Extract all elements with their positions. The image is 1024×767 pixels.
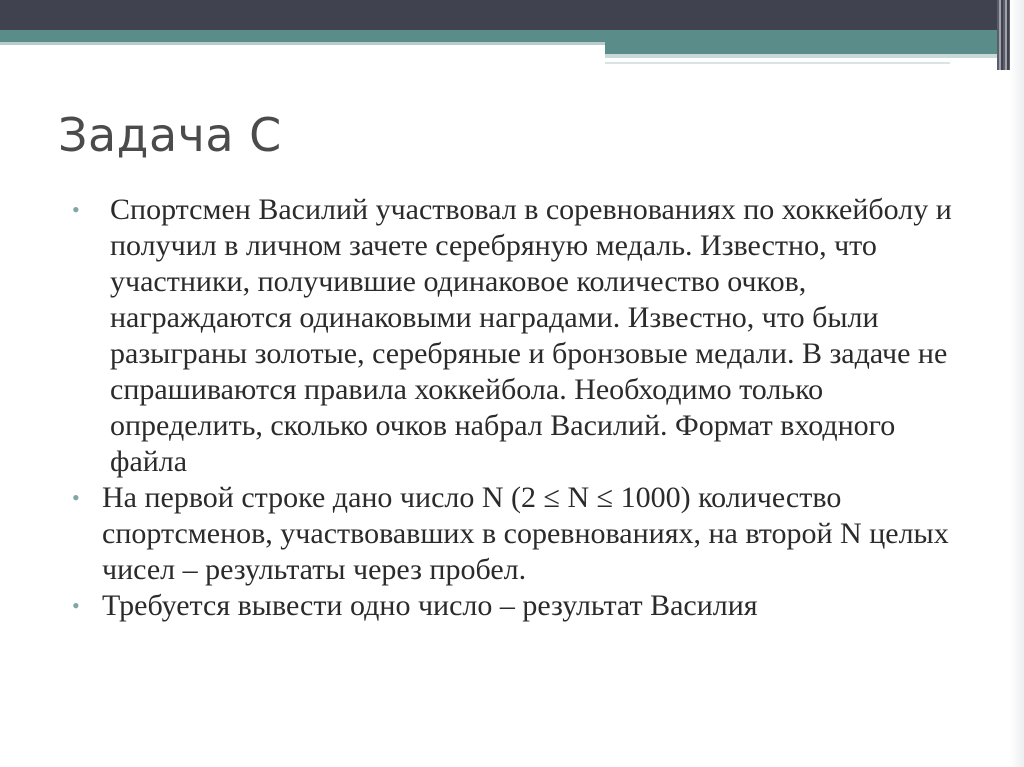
header-thin-line-right (605, 62, 950, 64)
slide-body (72, 192, 972, 624)
bullet-text: На первой строке дано число N (2 ≤ N ≤ 1000) количество спортсменов, участвовавших в соревнованиях, на второй N целых чисел – результаты через пробел. (102, 481, 949, 586)
header-teal-band (0, 30, 605, 42)
bullet-item-output-format (72, 588, 972, 624)
slide-header-decoration (0, 0, 1024, 70)
slide-title: Задача C (58, 108, 282, 162)
bullet-list (72, 192, 972, 624)
bullet-dot-icon: • (72, 485, 80, 510)
bullet-item-problem-statement (72, 192, 972, 480)
bullet-text: Спортсмен Василий участвовал в соревнованиях по хоккейболу и получил в личном зачете серебряную медаль. Известно, что участники, получившие одинаковое количество очков, награждаются одинаковыми наградами. Известно, что были разыграны золотые, серебряные и бронзовые медали. В задаче не спрашиваются правила хоккейбола. Необходимо только определить, сколько очков набрал Василий. Формат входного файла (110, 193, 952, 478)
bullet-dot-icon: • (72, 593, 80, 618)
bullet-dot-icon: • (72, 197, 80, 222)
header-teal-band-right (605, 30, 1005, 54)
header-light-line-right (605, 54, 1005, 58)
bullet-item-input-format (72, 480, 972, 588)
page-edge-shadow (1010, 0, 1024, 767)
bullet-text: Требуется вывести одно число – результат Василия (102, 589, 758, 622)
header-light-line (0, 42, 605, 45)
header-dark-band (0, 0, 1024, 30)
